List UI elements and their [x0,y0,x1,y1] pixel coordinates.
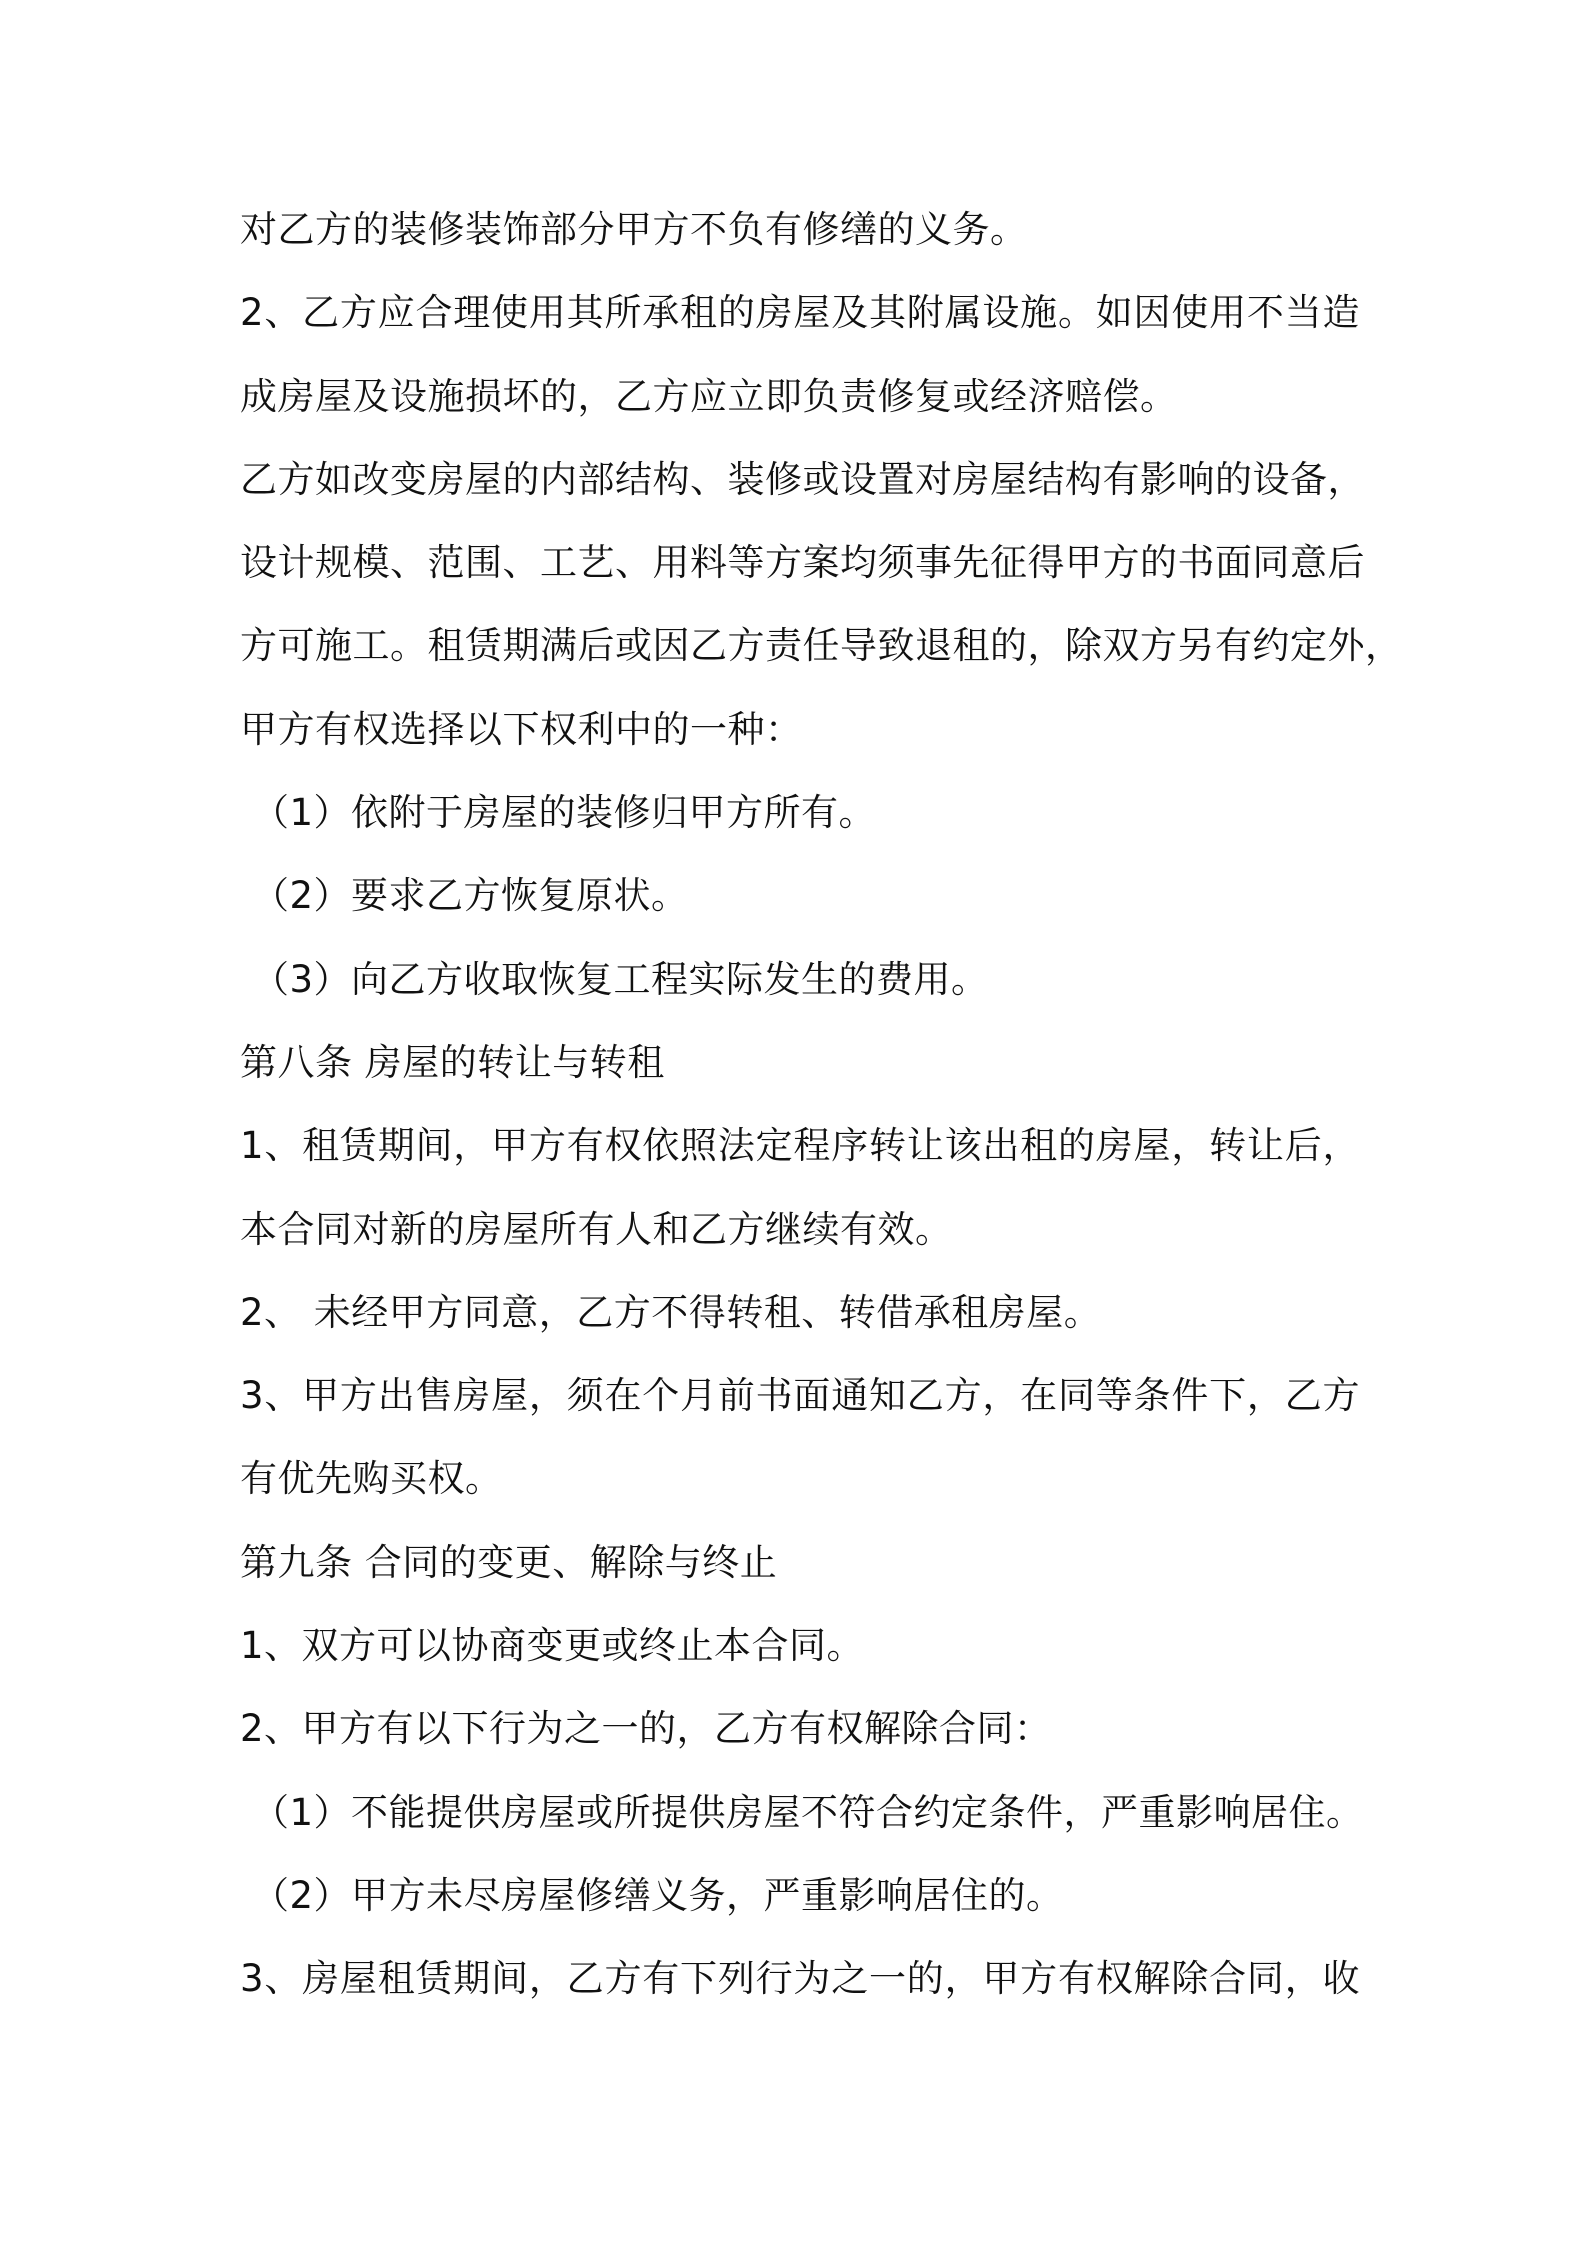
text-line: 2、 未经甲方同意，乙方不得转租、转借承租房屋。 [240,1290,1102,1334]
text-line: （1）不能提供房屋或所提供房屋不符合约定条件，严重影响居住。 [252,1790,1364,1834]
text-line: 第八条 房屋的转让与转租 [240,1040,665,1084]
text-line: 3、甲方出售房屋，须在个月前书面通知乙方，在同等条件下，乙方 [240,1374,1360,1418]
text-line: 2、甲方有以下行为之一的，乙方有权解除合同： [240,1707,1052,1751]
text-line: 2、乙方应合理使用其所承租的房屋及其附属设施。如因使用不当造 [240,291,1360,335]
text-line: 1、租赁期间，甲方有权依照法定程序转让该出租的房屋，转让后， [240,1124,1360,1168]
text-line: （2）甲方未尽房屋修缮义务，严重影响居住的。 [252,1873,1064,1917]
text-line: 方可施工。租赁期满后或因乙方责任导致退租的，除双方另有约定外， [240,624,1403,668]
text-line: 1、双方可以协商变更或终止本合同。 [240,1624,865,1668]
text-line: 设计规模、范围、工艺、用料等方案均须事先征得甲方的书面同意后 [240,541,1365,585]
text-line: 第九条 合同的变更、解除与终止 [240,1540,778,1584]
text-line: 甲方有权选择以下权利中的一种： [240,707,803,751]
text-line: （1）依附于房屋的装修归甲方所有。 [252,791,877,835]
document-body [240,188,1403,2021]
text-line: 成房屋及设施损坏的，乙方应立即负责修复或经济赔偿。 [240,374,1178,418]
text-line: 有优先购买权。 [240,1457,503,1501]
text-line: 3、房屋租赁期间，乙方有下列行为之一的，甲方有权解除合同，收 [240,1957,1360,2001]
text-line: （3）向乙方收取恢复工程实际发生的费用。 [252,957,989,1001]
text-line: （2）要求乙方恢复原状。 [252,874,689,918]
text-line: 乙方如改变房屋的内部结构、装修或设置对房屋结构有影响的设备， [240,457,1365,501]
text-line: 本合同对新的房屋所有人和乙方继续有效。 [240,1207,953,1251]
text-line: 对乙方的装修装饰部分甲方不负有修缮的义务。 [240,208,1028,251]
